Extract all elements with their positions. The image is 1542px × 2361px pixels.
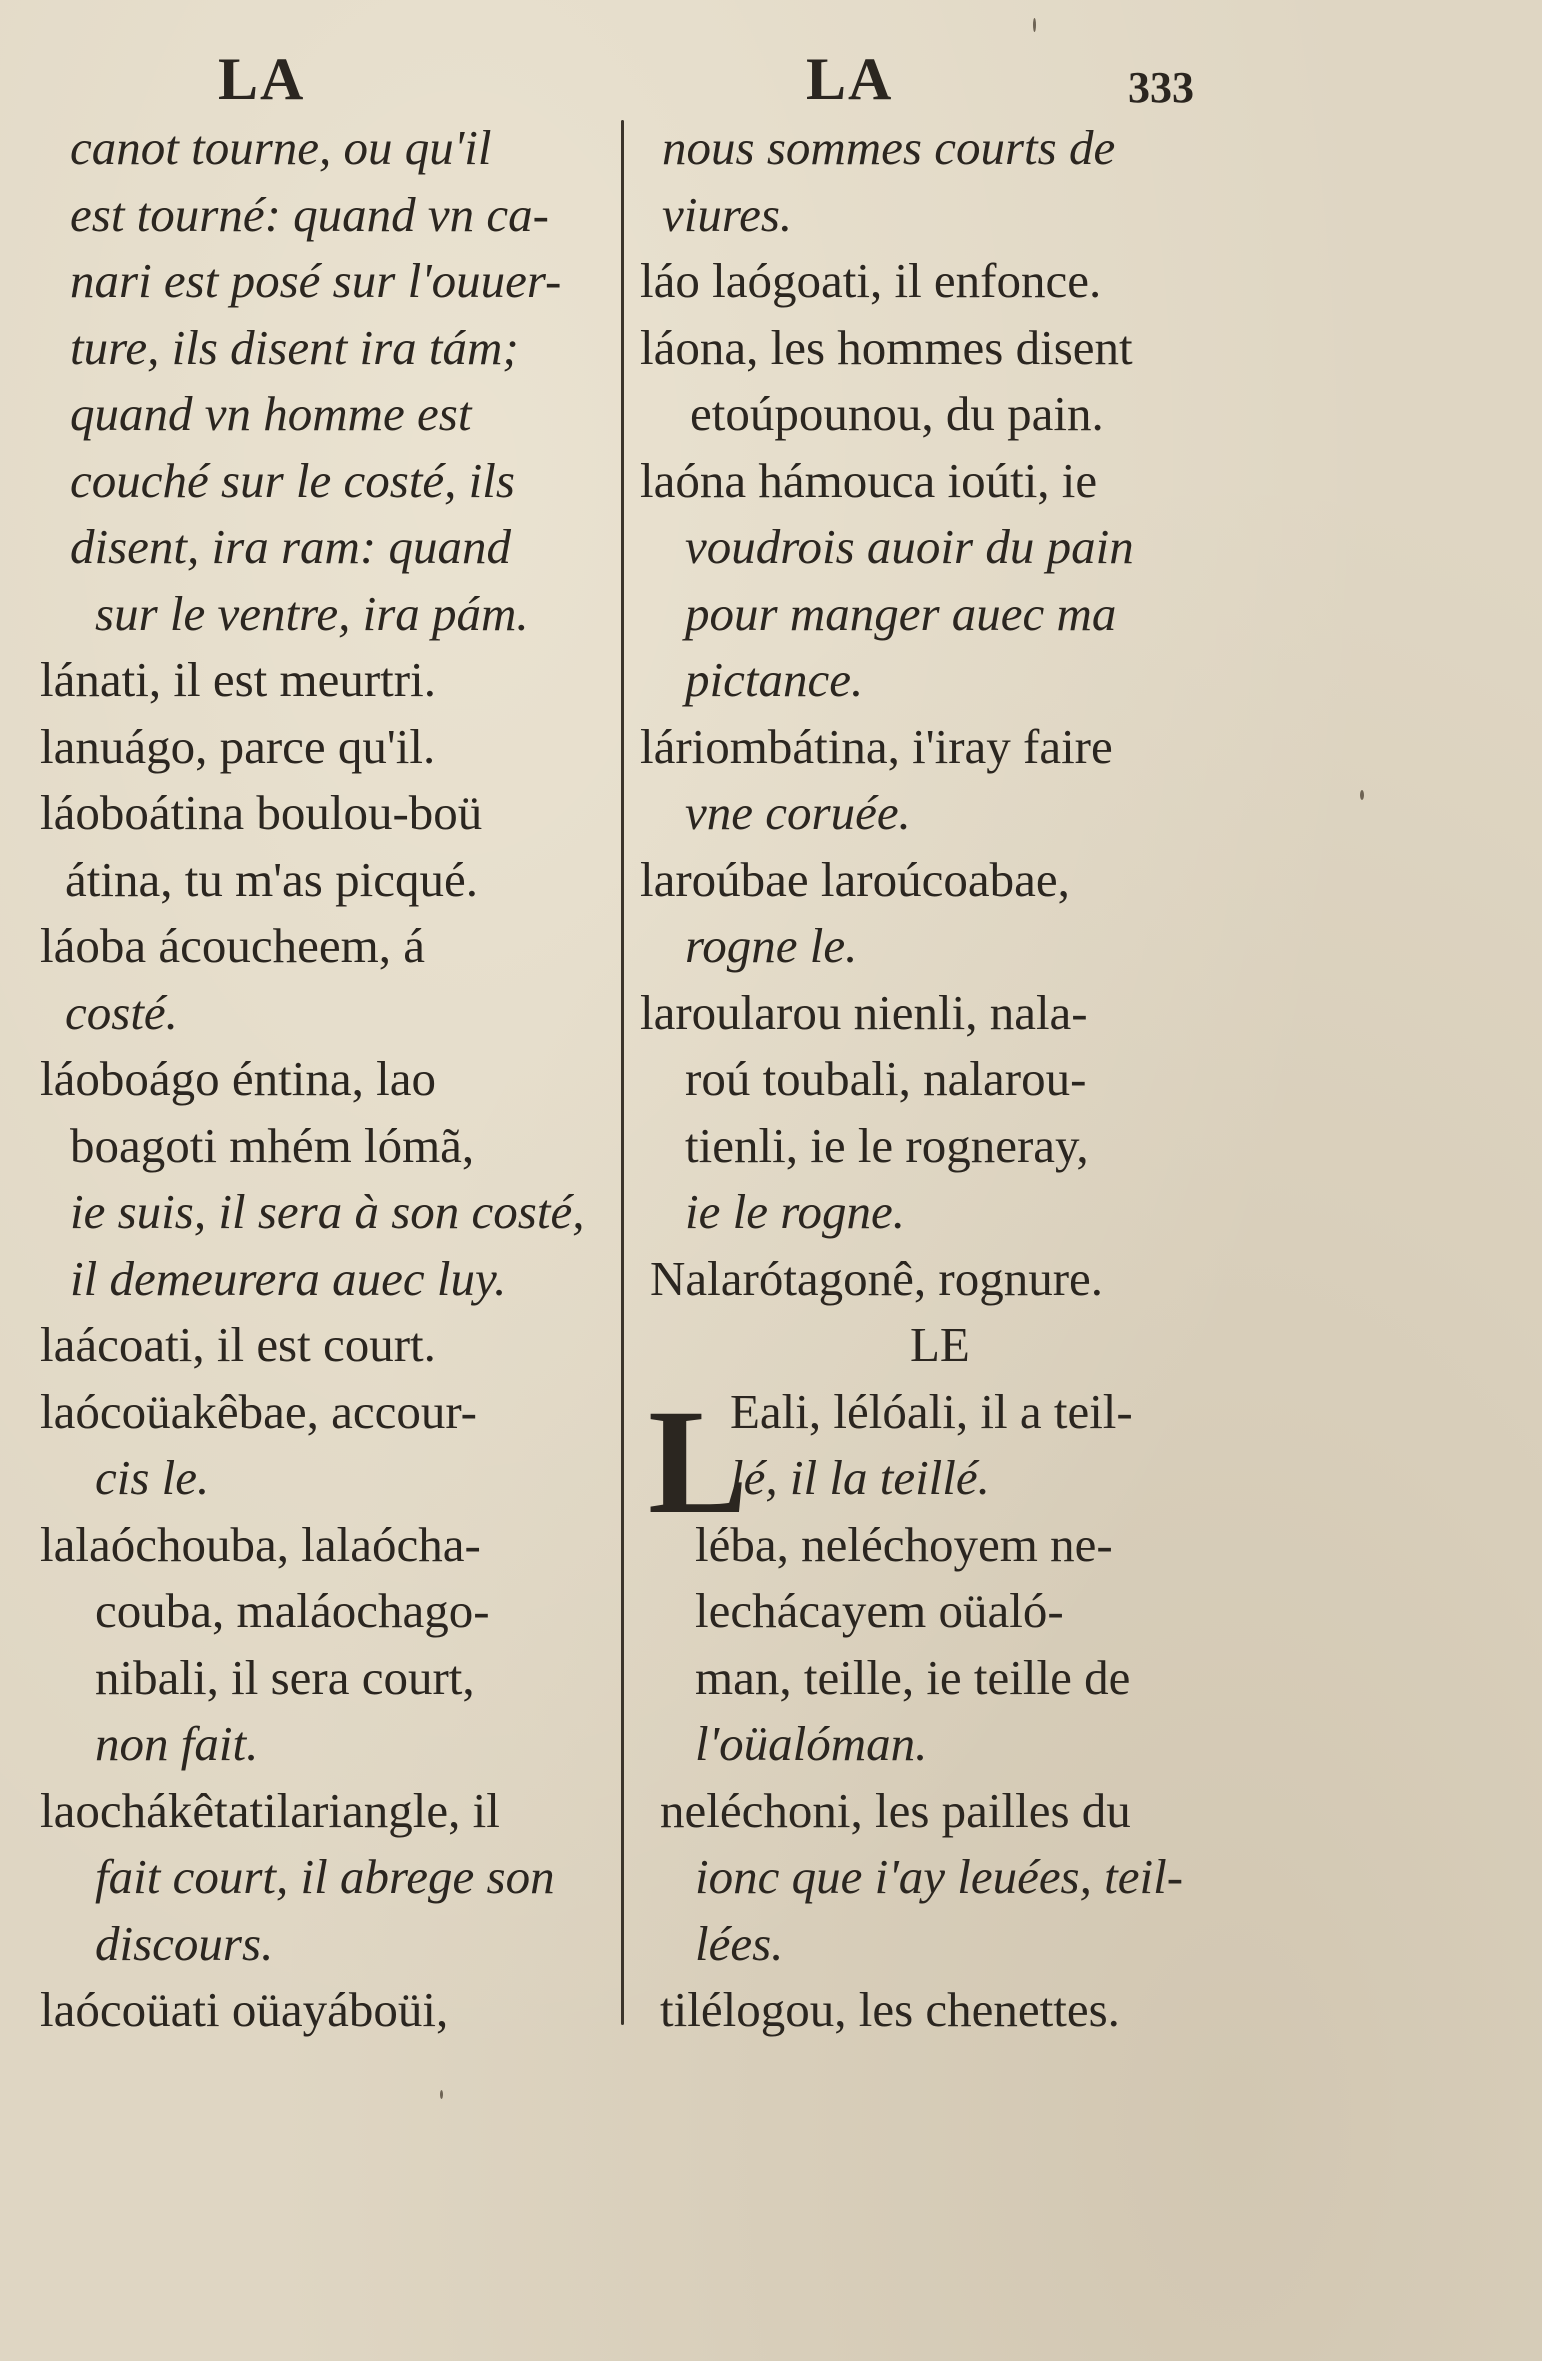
paper-speck [1033, 18, 1036, 32]
left-column-line: fait court, il abrege son [95, 1849, 555, 1904]
right-column-line: voudrois auoir du pain [685, 519, 1134, 574]
right-column-line: vne coruée. [685, 785, 911, 840]
column-rule [621, 120, 624, 2025]
left-column-line: lalaóchouba, lalaócha- [40, 1516, 481, 1572]
left-column-line: laácoati, il est court. [40, 1317, 436, 1372]
right-column-line: ie le rogne. [685, 1184, 905, 1239]
running-head-right: LA [806, 46, 894, 112]
paper-speck [1360, 790, 1364, 800]
left-column-line: cis le. [95, 1450, 210, 1505]
left-column-line: quand vn homme est [70, 386, 472, 441]
left-column-line: ture, ils disent ira tám; [70, 319, 519, 375]
left-column-line: lánati, il est meurtri. [40, 652, 436, 707]
right-column-line: man, teille, ie teille de [695, 1649, 1131, 1705]
right-column-line: laóna hámouca ioúti, ie [640, 452, 1098, 508]
right-column-line: viures. [662, 186, 793, 242]
right-column-line: etoúpounou, du pain. [690, 386, 1104, 441]
right-column-line: lées. [695, 1915, 784, 1971]
left-column-line: discours. [95, 1915, 274, 1971]
right-column-line: ionc que i'ay leuées, teil- [695, 1849, 1184, 1904]
running-head-left: LA [218, 46, 306, 112]
page-number: 333 [1128, 63, 1194, 112]
section-heading: LE [910, 1317, 970, 1372]
right-column-line: láriombátina, i'iray faire [640, 718, 1113, 774]
paper-speck [440, 2090, 443, 2099]
right-column-line: roú toubali, nalarou- [685, 1051, 1087, 1106]
right-column-line: pour manger auec ma [685, 585, 1117, 641]
left-column-line: sur le ventre, ira pám. [95, 585, 529, 641]
left-column-line: laochákêtatilariangle, il [40, 1782, 500, 1838]
left-column-line: non fait. [95, 1716, 259, 1771]
drop-capital: L [648, 1379, 749, 1545]
left-column-line: láoboágo éntina, lao [40, 1051, 436, 1106]
right-column-line: tienli, ie le rogneray, [685, 1117, 1089, 1173]
left-column-line: nari est posé sur l'ouuer- [70, 253, 562, 308]
left-column-line: couba, maláochago- [95, 1583, 490, 1638]
left-column-line: costé. [65, 984, 178, 1040]
right-column-line: lé, il la teillé. [730, 1450, 990, 1505]
left-column-line: lanuágo, parce qu'il. [40, 718, 436, 774]
left-column-line: laócoüati oüayáboüi, [40, 1982, 449, 2037]
left-column-line: il demeurera auec luy. [70, 1250, 507, 1306]
right-column-line: láona, les hommes disent [640, 319, 1133, 375]
left-column-line: laócoüakêbae, accour- [40, 1383, 478, 1439]
left-column-line: boagoti mhém lómã, [70, 1117, 475, 1173]
left-column-line: canot tourne, ou qu'il [70, 120, 492, 175]
right-column-line: pictance. [685, 652, 864, 707]
left-column-line: couché sur le costé, ils [70, 452, 515, 508]
left-column-line: átina, tu m'as picqué. [65, 851, 478, 907]
right-column-line: rogne le. [685, 918, 858, 973]
right-column-line: Nalarótagonê, rognure. [650, 1250, 1104, 1306]
left-column-line: ie suis, il sera à son costé, [70, 1184, 585, 1239]
right-column-line: l'oüalóman. [695, 1716, 928, 1771]
right-column-line: laroúbae laroúcoabae, [640, 851, 1070, 907]
left-column-line: nibali, il sera court, [95, 1649, 475, 1705]
right-column-line: neléchoni, les pailles du [660, 1782, 1131, 1838]
right-column-line: lechácayem oüaló- [695, 1583, 1064, 1638]
right-column-line: nous sommes courts de [662, 120, 1116, 175]
left-column-line: est tourné: quand vn ca- [70, 186, 549, 242]
right-column-line: láo laógoati, il enfonce. [640, 253, 1102, 308]
left-column-line: láoboátina boulou-boü [40, 785, 483, 840]
left-column-line: láoba ácoucheem, á [40, 918, 425, 973]
right-column-line: Eali, lélóali, il a teil- [730, 1383, 1133, 1439]
right-column-line: laroularou nienli, nala- [640, 984, 1088, 1040]
right-column-line: léba, neléchoyem ne- [695, 1516, 1113, 1572]
right-column-line: tilélogou, les chenettes. [660, 1982, 1120, 2037]
left-column-line: disent, ira ram: quand [70, 519, 511, 574]
